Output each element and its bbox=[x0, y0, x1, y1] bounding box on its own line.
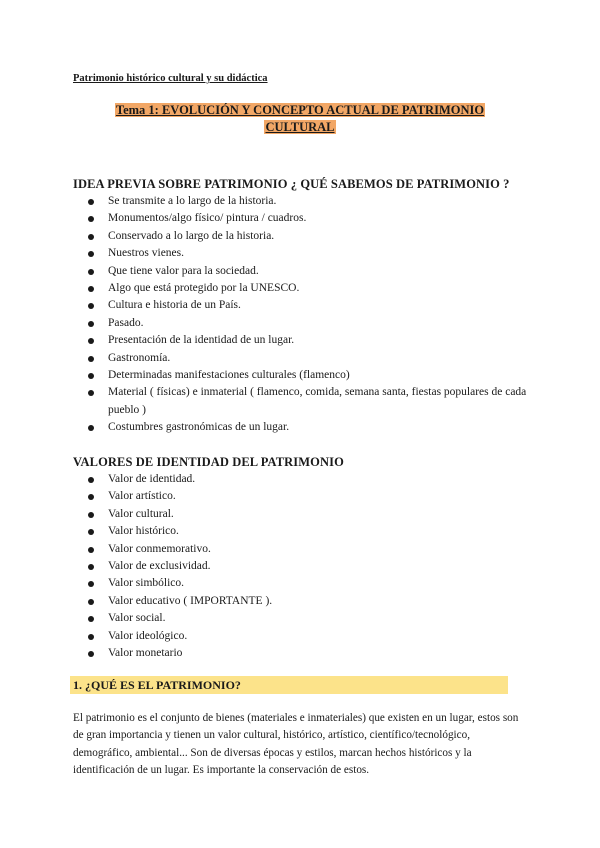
list-item: Valor artístico. bbox=[88, 488, 528, 505]
list-item: Monumentos/algo físico/ pintura / cuadros. bbox=[88, 210, 528, 227]
list-item: Valor simbólico. bbox=[88, 575, 528, 592]
list-item: Presentación de la identidad de un lugar. bbox=[88, 332, 528, 349]
valores-list bbox=[88, 471, 528, 662]
list-item: Valor histórico. bbox=[88, 523, 528, 540]
list-item: Valor social. bbox=[88, 610, 528, 627]
list-item: Material ( físicas) e inmaterial ( flamenco, comida, semana santa, fiestas populares de cada pueblo ) bbox=[88, 384, 528, 419]
list-item: Valor monetario bbox=[88, 645, 528, 662]
section-1-heading: 1. ¿QUÉ ES EL PATRIMONIO? bbox=[70, 676, 508, 694]
list-item: Valor de identidad. bbox=[88, 471, 528, 488]
tema-heading-line2: CULTURAL bbox=[265, 120, 335, 134]
list-item: Pasado. bbox=[88, 315, 528, 332]
list-item: Cultura e historia de un País. bbox=[88, 297, 528, 314]
valores-heading: VALORES DE IDENTIDAD DEL PATRIMONIO bbox=[73, 455, 344, 469]
tema-heading-line1: Tema 1: EVOLUCIÓN Y CONCEPTO ACTUAL DE PATRIMONIO bbox=[115, 103, 485, 117]
idea-previa-heading: IDEA PREVIA SOBRE PATRIMONIO ¿ QUÉ SABEMOS DE PATRIMONIO ? bbox=[73, 177, 510, 191]
list-item: Se transmite a lo largo de la historia. bbox=[88, 193, 528, 210]
list-item: Gastronomía. bbox=[88, 350, 528, 367]
document-title: Patrimonio histórico cultural y su didáctica bbox=[73, 73, 268, 84]
list-item: Valor de exclusividad. bbox=[88, 558, 528, 575]
list-item: Conservado a lo largo de la historia. bbox=[88, 228, 528, 245]
idea-previa-list bbox=[88, 193, 528, 437]
list-item: Algo que está protegido por la UNESCO. bbox=[88, 280, 528, 297]
section-1-paragraph: El patrimonio es el conjunto de bienes (materiales e inmateriales) que existen en un lugar, estos son de gran importancia y tienen un valor cultural, histórico, artístico, científico/tecnológico, demográfico, ambiental... Son de diversas épocas y estilos, marcan hechos históricos y la identificación de un lugar. Es importante la conservación de estos. bbox=[73, 712, 519, 777]
list-item: Valor cultural. bbox=[88, 506, 528, 523]
list-item: Valor ideológico. bbox=[88, 628, 528, 645]
tema-heading bbox=[73, 102, 527, 136]
list-item: Determinadas manifestaciones culturales (flamenco) bbox=[88, 367, 528, 384]
list-item: Nuestros vienes. bbox=[88, 245, 528, 262]
list-item: Costumbres gastronómicas de un lugar. bbox=[88, 419, 528, 436]
list-item: Valor conmemorativo. bbox=[88, 541, 528, 558]
list-item: Valor educativo ( IMPORTANTE ). bbox=[88, 593, 528, 610]
list-item: Que tiene valor para la sociedad. bbox=[88, 263, 528, 280]
